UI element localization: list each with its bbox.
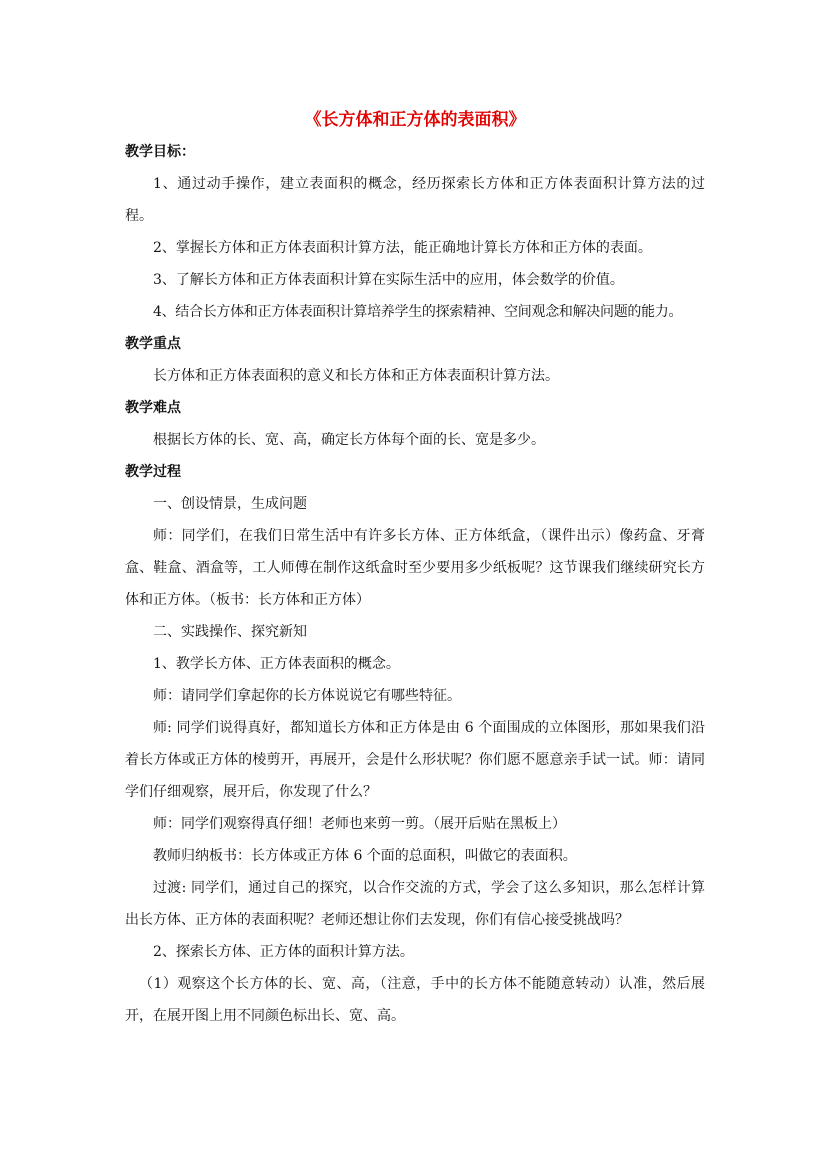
- process-paragraph: 师：同学们，在我们日常生活中有许多长方体、正方体纸盒，（课件出示）像药盒、牙膏盒、鞋盒、酒盒等，工人师傅在制作这纸盒时至少要用多少纸板呢？这节课我们继续研究长方体和正方体。（板书：长方体和正方体）: [125, 528, 705, 608]
- goal-item: 2、掌握长方体和正方体表面积计算方法，能正确地计算长方体和正方体的表面。: [153, 240, 652, 256]
- process-paragraph: 教师归纳板书：长方体或正方体 6 个面的总面积，叫做它的表面积。: [153, 848, 577, 864]
- process-paragraph: 1、教学长方体、正方体表面积的概念。: [153, 656, 400, 672]
- difficulty-text: 根据长方体的长、宽、高，确定长方体每个面的长、宽是多少。: [153, 432, 545, 448]
- process-paragraph: 师：同学们观察得真仔细！老师也来剪一剪。（展开后贴在黑板上）: [153, 816, 566, 832]
- goal-item: 3、了解长方体和正方体表面积计算在实际生活中的应用，体会数学的价值。: [153, 272, 624, 288]
- focus-heading: 教学重点: [125, 336, 181, 352]
- process-paragraph: 2、探索长方体、正方体的面积计算方法。: [153, 944, 414, 960]
- document-title: 《长方体和正方体的表面积》: [304, 110, 526, 130]
- process-heading: 教学过程: [125, 464, 181, 480]
- process-paragraph: 师：请同学们拿起你的长方体说说它有哪些特征。: [153, 688, 461, 704]
- goal-item: 1、通过动手操作，建立表面积的概念，经历探索长方体和正方体表面积计算方法的过程。: [125, 176, 705, 224]
- goal-item: 4、结合长方体和正方体表面积计算培养学生的探索精神、空间观念和解决问题的能力。: [153, 304, 683, 320]
- process-paragraph: 师: 同学们说得真好，都知道长方体和正方体是由 6 个面围成的立体图形，那如果我们沿着长方体或正方体的棱剪开，再展开，会是什么形状呢？你们愿不愿意亲手试一试。师：请同学们仔细观察，展开后，你发现了什么？: [125, 720, 705, 800]
- process-subheading: 一、创设情景，生成问题: [153, 496, 307, 512]
- focus-text: 长方体和正方体表面积的意义和长方体和正方体表面积计算方法。: [153, 368, 559, 384]
- process-paragraph: （1）观察这个长方体的长、宽、高，（注意，手中的长方体不能随意转动）认准，然后展开，在展开图上用不同颜色标出长、宽、高。: [125, 976, 705, 1024]
- document-page: [125, 104, 705, 1032]
- goals-heading: 教学目标：: [125, 144, 195, 160]
- process-paragraph: 过渡: 同学们，通过自己的探究，以合作交流的方式，学会了这么多知识，那么怎样计算出长方体、正方体的表面积呢？老师还想让你们去发现，你们有信心接受挑战吗？: [125, 880, 705, 928]
- process-subheading: 二、实践操作、探究新知: [153, 624, 307, 640]
- difficulty-heading: 教学难点: [125, 400, 181, 416]
